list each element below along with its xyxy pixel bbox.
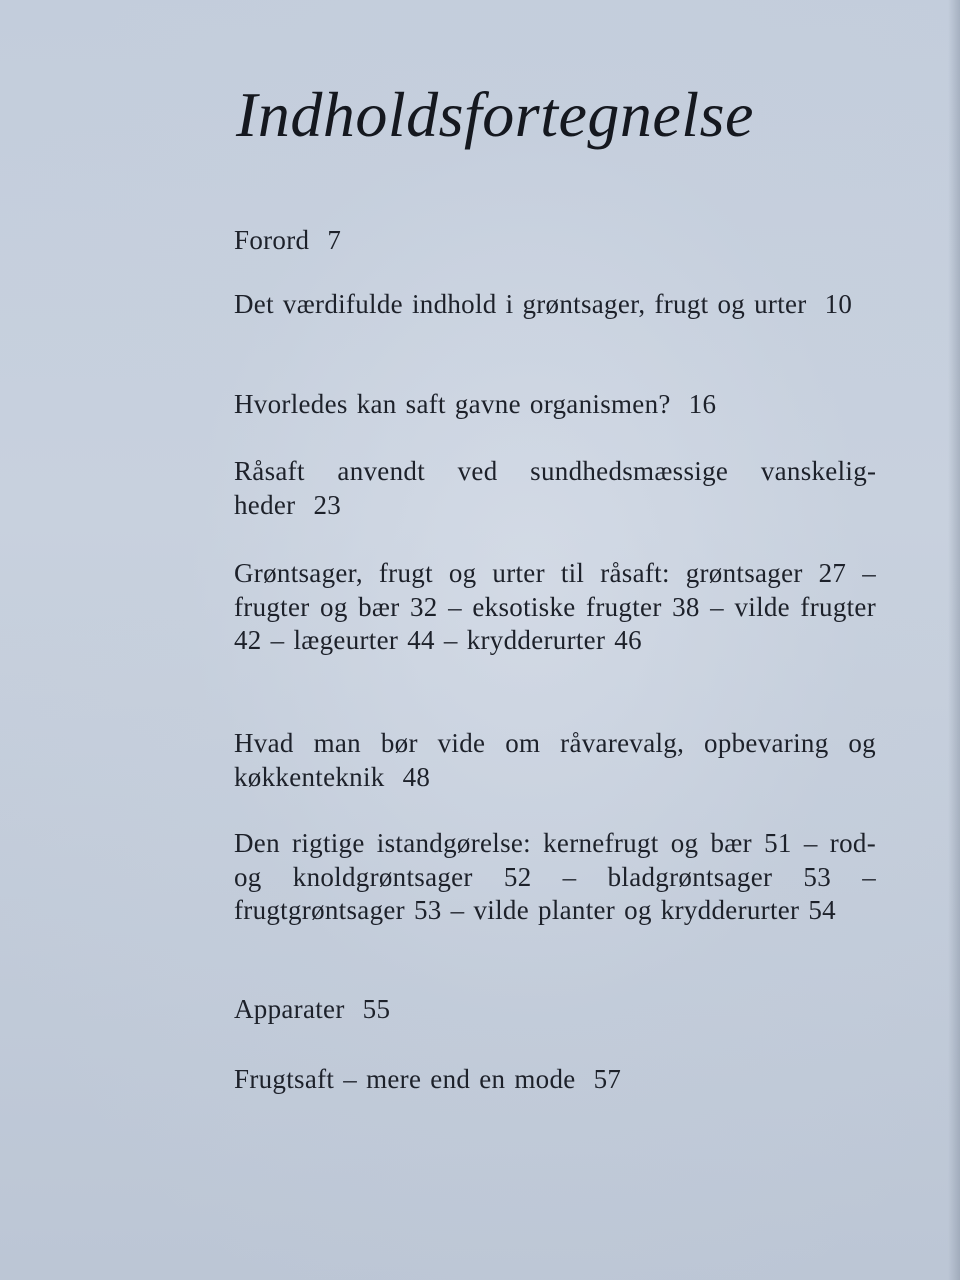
toc-entry-page: 57 <box>593 1064 622 1094</box>
toc-entry-text: Grøntsager, frugt og urter til råsaft: grøntsager 27 – frugter og bær 32 – eksotiske frugter 38 – vilde frugter 42 – lægeurter 44 – krydderurter 46 <box>234 558 876 655</box>
toc-entry-page: 23 <box>313 489 342 520</box>
toc-entry-text: Apparater <box>234 994 345 1024</box>
toc-entry-indhold <box>234 288 876 322</box>
toc-entry-page: 55 <box>362 994 391 1024</box>
toc-entry-page: 10 <box>824 289 853 319</box>
toc-entry-text: Råsaft anvendt ved sundhedsmæssige vanskeligheder <box>234 456 876 520</box>
page-edge-shadow <box>948 0 960 1280</box>
toc-entry-organismen <box>234 388 876 422</box>
toc-entry-page: 16 <box>688 389 717 419</box>
page-title: Indholdsfortegnelse <box>236 79 754 150</box>
toc-entry-text: Det værdifulde indhold i grøntsager, frugt og urter <box>234 289 807 319</box>
toc-entry-forord <box>234 224 876 258</box>
toc-entry-grontsager <box>234 557 876 658</box>
toc-entry-text: Frugtsaft – mere end en mode <box>234 1064 576 1094</box>
toc-entry-text: Forord <box>234 225 310 255</box>
toc-entry-text: Den rigtige istandgørelse: kernefrugt og bær 51 – rod- og knoldgrøntsager 52 – bladgrøntsager 53 – frugtgrøntsager 53 – vilde planter og krydderurter 54 <box>234 828 876 925</box>
toc-entry-apparater <box>234 993 876 1027</box>
toc-entry-frugtsaft <box>234 1063 876 1097</box>
toc-entry-page: 7 <box>327 225 342 255</box>
toc-entry-raasaft <box>234 455 876 522</box>
toc-entry-text: Hvorledes kan saft gavne organismen? <box>234 389 671 419</box>
toc-entry-raavarevalg <box>234 727 876 794</box>
toc-entry-page: 48 <box>402 761 431 792</box>
toc-entry-istandgorelse <box>234 827 876 928</box>
toc-entry-text: Hvad man bør vide om råvarevalg, opbevaring og køkkenteknik <box>234 728 876 792</box>
